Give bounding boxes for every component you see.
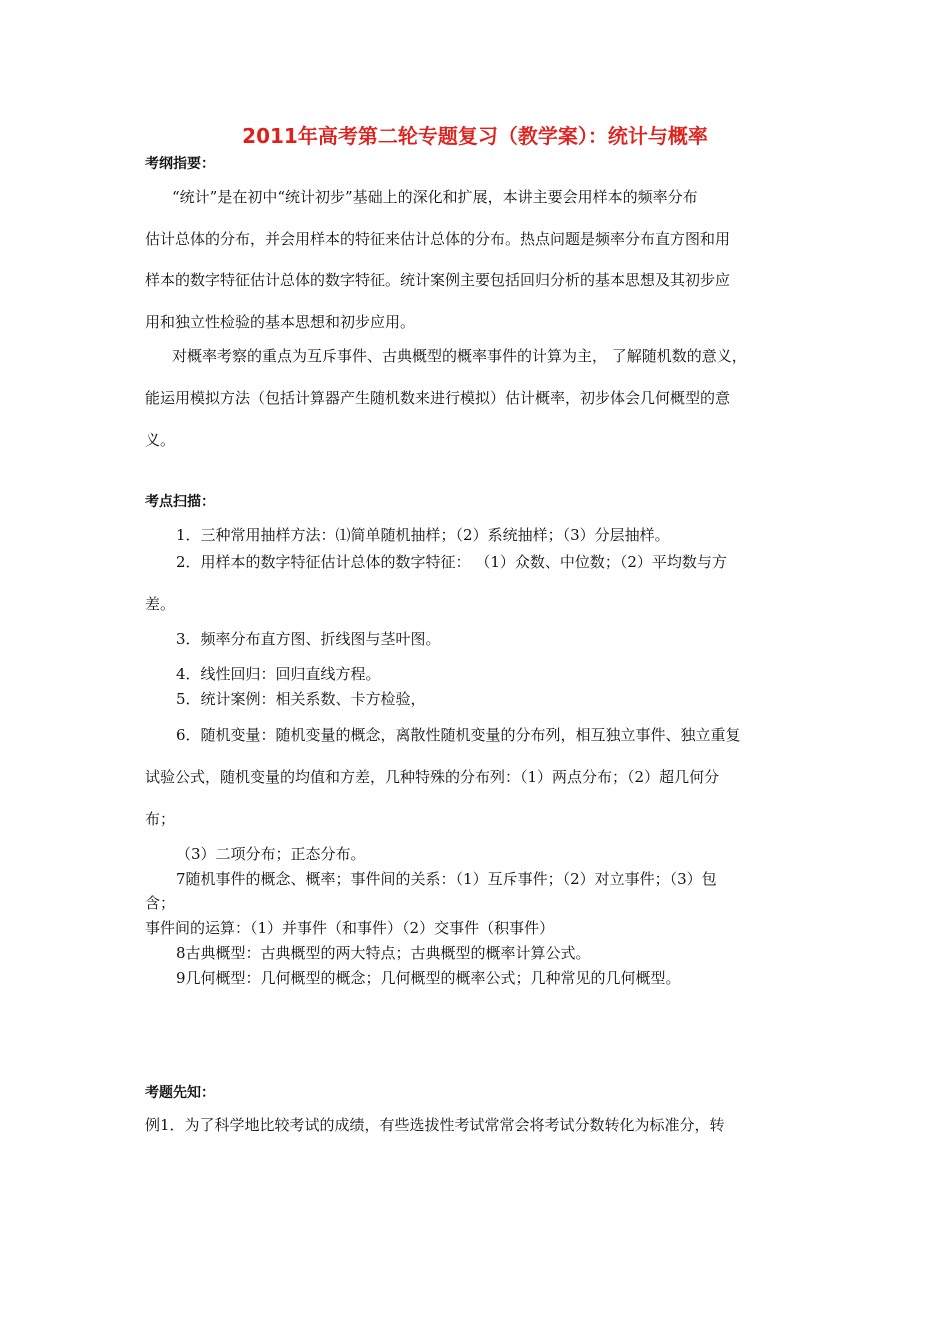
list-item: 4．线性回归：回归直线方程。	[176, 665, 381, 683]
section-heading-preview: 考题先知：	[145, 1085, 215, 1101]
list-item: 8古典概型：古典概型的两大特点；古典概型的概率计算公式。	[176, 944, 591, 962]
paragraph-line: 估计总体的分布，并会用样本的特征来估计总体的分布。热点问题是频率分布直方图和用	[145, 230, 731, 248]
list-item-continuation: 差。	[145, 595, 176, 613]
list-item: 7随机事件的概念、概率；事件间的关系：（1）互斥事件；（2）对立事件；（3）包	[176, 870, 717, 888]
paragraph-line: 对概率考察的重点为互斥事件、古典概型的概率事件的计算为主， 了解随机数的意义，	[172, 347, 747, 365]
list-item-continuation: 试验公式，随机变量的均值和方差，几种特殊的分布列：（1）两点分布；（2）超几何分	[145, 768, 720, 786]
paragraph-line: 样本的数字特征估计总体的数字特征。统计案例主要包括回归分析的基本思想及其初步应	[145, 271, 731, 289]
list-item-continuation: 布；	[145, 810, 176, 828]
list-item-continuation: 含；	[145, 894, 176, 912]
section-heading-key-points: 考点扫描：	[145, 494, 215, 510]
example-line: 例1．为了科学地比较考试的成绩，有些选拔性考试常常会将考试分数转化为标准分，转	[145, 1116, 725, 1134]
document-title: 2011年高考第二轮专题复习（教学案）：统计与概率	[242, 124, 708, 148]
list-item: 2．用样本的数字特征估计总体的数字特征： （1）众数、中位数；（2）平均数与方	[176, 553, 727, 571]
list-item: 6．随机变量：随机变量的概念，离散性随机变量的分布列，相互独立事件、独立重复	[176, 726, 741, 744]
list-item: 3．频率分布直方图、折线图与茎叶图。	[176, 630, 441, 648]
paragraph-line: 用和独立性检验的基本思想和初步应用。	[145, 313, 416, 331]
list-item: 9几何概型：几何概型的概念；几何概型的概率公式；几种常见的几何概型。	[176, 969, 681, 987]
list-item-continuation: （3）二项分布；正态分布。	[176, 845, 366, 863]
paragraph-line: 能运用模拟方法（包括计算器产生随机数来进行模拟）估计概率，初步体会几何概型的意	[145, 389, 731, 407]
section-heading-syllabus: 考纲指要：	[145, 156, 215, 172]
list-item: 1．三种常用抽样方法：⑴简单随机抽样；（2）系统抽样；（3）分层抽样。	[176, 526, 670, 544]
list-item-continuation: 事件间的运算：（1）并事件（和事件）（2）交事件（积事件）	[145, 919, 555, 937]
paragraph-line: 义。	[145, 431, 176, 449]
paragraph-line: “统计”是在初中“统计初步”基础上的深化和扩展，本讲主要会用样本的频率分布	[172, 188, 698, 206]
list-item: 5．统计案例：相关系数、卡方检验，	[176, 690, 426, 708]
